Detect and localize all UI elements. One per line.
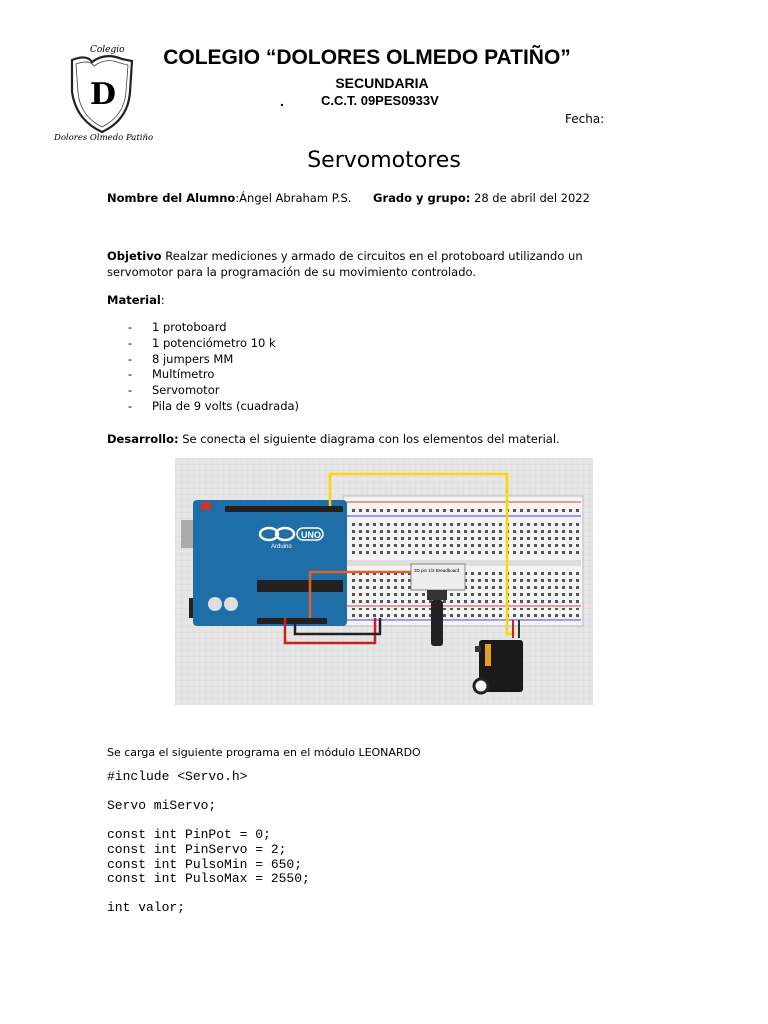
logo-bottom-text: Dolores Olmedo Patiño <box>54 133 154 143</box>
servomotor <box>474 640 523 693</box>
student-line <box>107 190 351 206</box>
program-intro: Se carga el siguiente programa en el módulo LEONARDO <box>107 746 421 759</box>
pot-label: 3D pin 1/3 Breadboard <box>414 568 460 573</box>
list-item: - 8 jumpers MM <box>128 351 234 366</box>
development-text: Se conecta el siguiente diagrama con los elementos del material. <box>178 432 560 446</box>
list-item: - Multímetro <box>128 367 215 382</box>
code-listing: #include <Servo.h> Servo miServo; const int PinPot = 0; const int PinServo = 2; const int PulsoMin = 650; const int PulsoMax = 2550; int valor; <box>107 769 310 916</box>
school-name: COLEGIO “DOLORES OLMEDO PATIÑO” <box>163 46 571 69</box>
grade-value: 28 de abril del 2022 <box>470 191 590 205</box>
breadboard <box>343 496 583 626</box>
board-brand: Arduino <box>271 544 292 550</box>
list-item: - 1 protoboard <box>128 320 227 334</box>
cct-dot: . <box>280 93 284 109</box>
objective-text: Realzar mediciones y armado de circuitos en el protoboard utilizando un servomotor para la programación de su movimiento controlado. <box>107 249 583 279</box>
list-item: - Servomotor <box>128 383 220 398</box>
school-level: SECUNDARIA <box>335 75 429 91</box>
development-label: Desarrollo: <box>107 432 179 446</box>
material-heading: Material: <box>107 293 165 307</box>
grade-line <box>373 190 590 206</box>
list-item: - 1 potenciómetro 10 k <box>128 335 276 350</box>
document-title: Servomotores <box>307 148 461 173</box>
material-list <box>128 319 299 414</box>
arduino-board <box>181 500 347 626</box>
logo-top-text: Colegio <box>90 45 125 55</box>
logo-letter: D <box>90 77 117 112</box>
material-label: Material <box>107 293 161 307</box>
grade-label: Grado y grupo: <box>373 191 471 205</box>
objective-label: Objetivo <box>107 249 162 263</box>
list-item: - Pila de 9 volts (cuadrada) <box>128 398 300 413</box>
board-logo: UNO <box>301 530 321 540</box>
objective-paragraph <box>107 248 647 280</box>
date-label: Fecha: <box>565 112 605 126</box>
circuit-diagram <box>175 458 593 705</box>
development-paragraph <box>107 431 560 447</box>
student-value: :Ángel Abraham P.S. <box>235 191 352 205</box>
cct-code: C.C.T. 09PES0933V <box>321 93 439 108</box>
student-label: Nombre del Alumno <box>107 191 236 205</box>
